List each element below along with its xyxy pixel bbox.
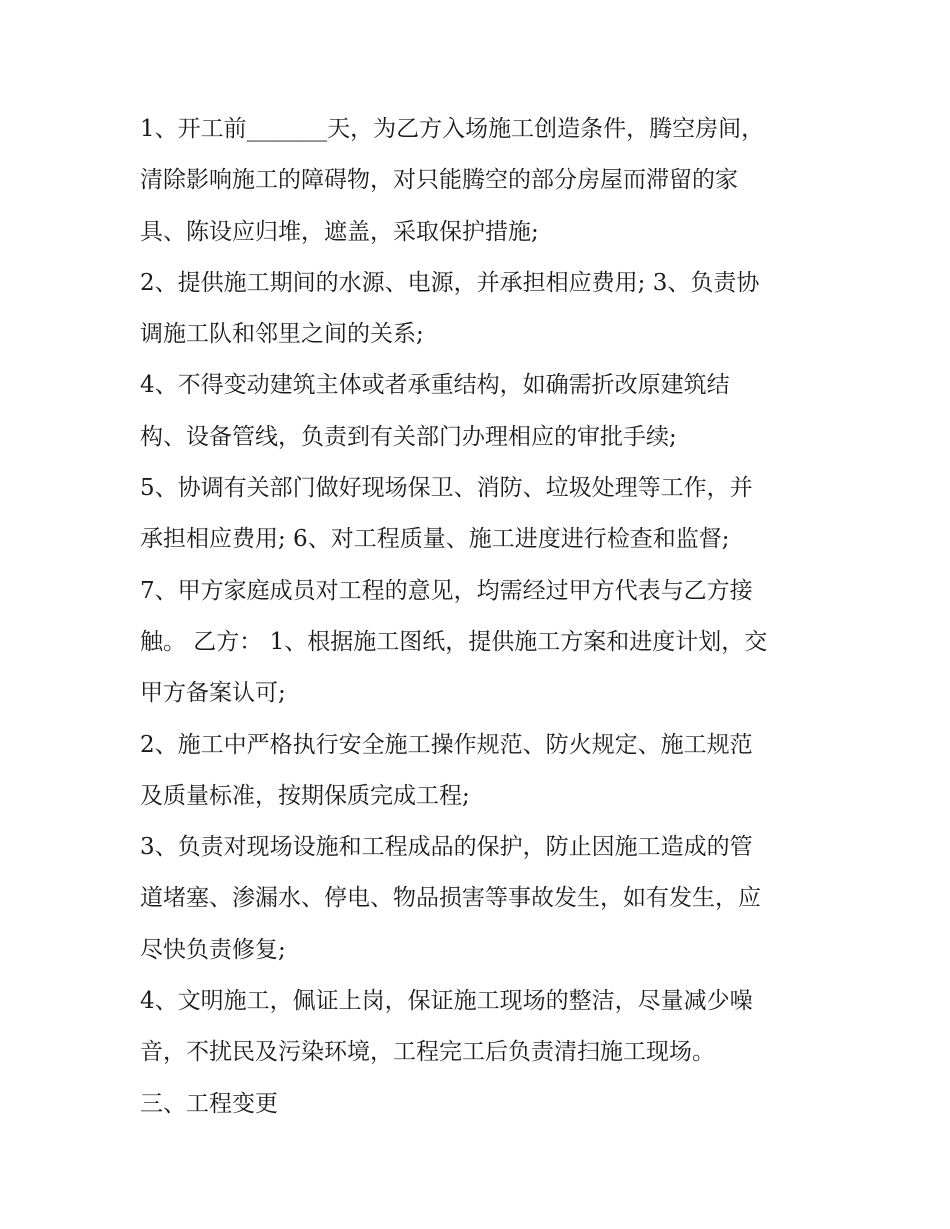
text-line: 1、开工前_______天，为乙方入场施工创造条件，腾空房间， bbox=[140, 116, 765, 142]
text-line: 甲方备案认可; bbox=[140, 680, 286, 707]
text-line: 3、负责对现场设施和工程成品的保护，防止因施工造成的管 bbox=[140, 834, 753, 861]
section-heading: 三、工程变更 bbox=[140, 1090, 278, 1117]
text-line: 5、协调有关部门做好现场保卫、消防、垃圾处理等工作，并 bbox=[140, 475, 753, 502]
text-line: 尽快负责修复; bbox=[140, 936, 286, 963]
text-line: 承担相应费用; 6、对工程质量、施工进度进行检查和监督; bbox=[140, 526, 730, 553]
text-line: 触。 乙方： 1、根据施工图纸，提供施工方案和进度计划，交 bbox=[140, 628, 768, 655]
text-line: 道堵塞、渗漏水、停电、物品损害等事故发生，如有发生，应 bbox=[140, 885, 761, 912]
text-line: 清除影响施工的障碍物，对只能腾空的部分房屋而滞留的家 bbox=[140, 167, 738, 194]
text-line: 4、不得变动建筑主体或者承重结构，如确需折改原建筑结 bbox=[140, 372, 730, 399]
document-body bbox=[140, 104, 820, 1130]
text-line: 调施工队和邻里之间的关系; bbox=[140, 321, 424, 348]
text-line: 2、施工中严格执行安全施工操作规范、防火规定、施工规范 bbox=[140, 731, 753, 758]
text-line: 构、设备管线，负责到有关部门办理相应的审批手续; bbox=[140, 423, 677, 450]
text-line: 7、甲方家庭成员对工程的意见，均需经过甲方代表与乙方接 bbox=[140, 577, 753, 604]
text-line: 4、文明施工，佩证上岗，保证施工现场的整洁，尽量减少噪 bbox=[140, 988, 753, 1015]
text-line: 及质量标准，按期保质完成工程; bbox=[140, 782, 470, 809]
text-line: 音，不扰民及污染环境，工程完工后负责清扫施工现场。 bbox=[140, 1039, 715, 1066]
text-line: 具、陈设应归堆，遮盖，采取保护措施; bbox=[140, 218, 539, 245]
text-line: 2、提供施工期间的水源、电源，并承担相应费用; 3、负责协 bbox=[140, 269, 760, 296]
